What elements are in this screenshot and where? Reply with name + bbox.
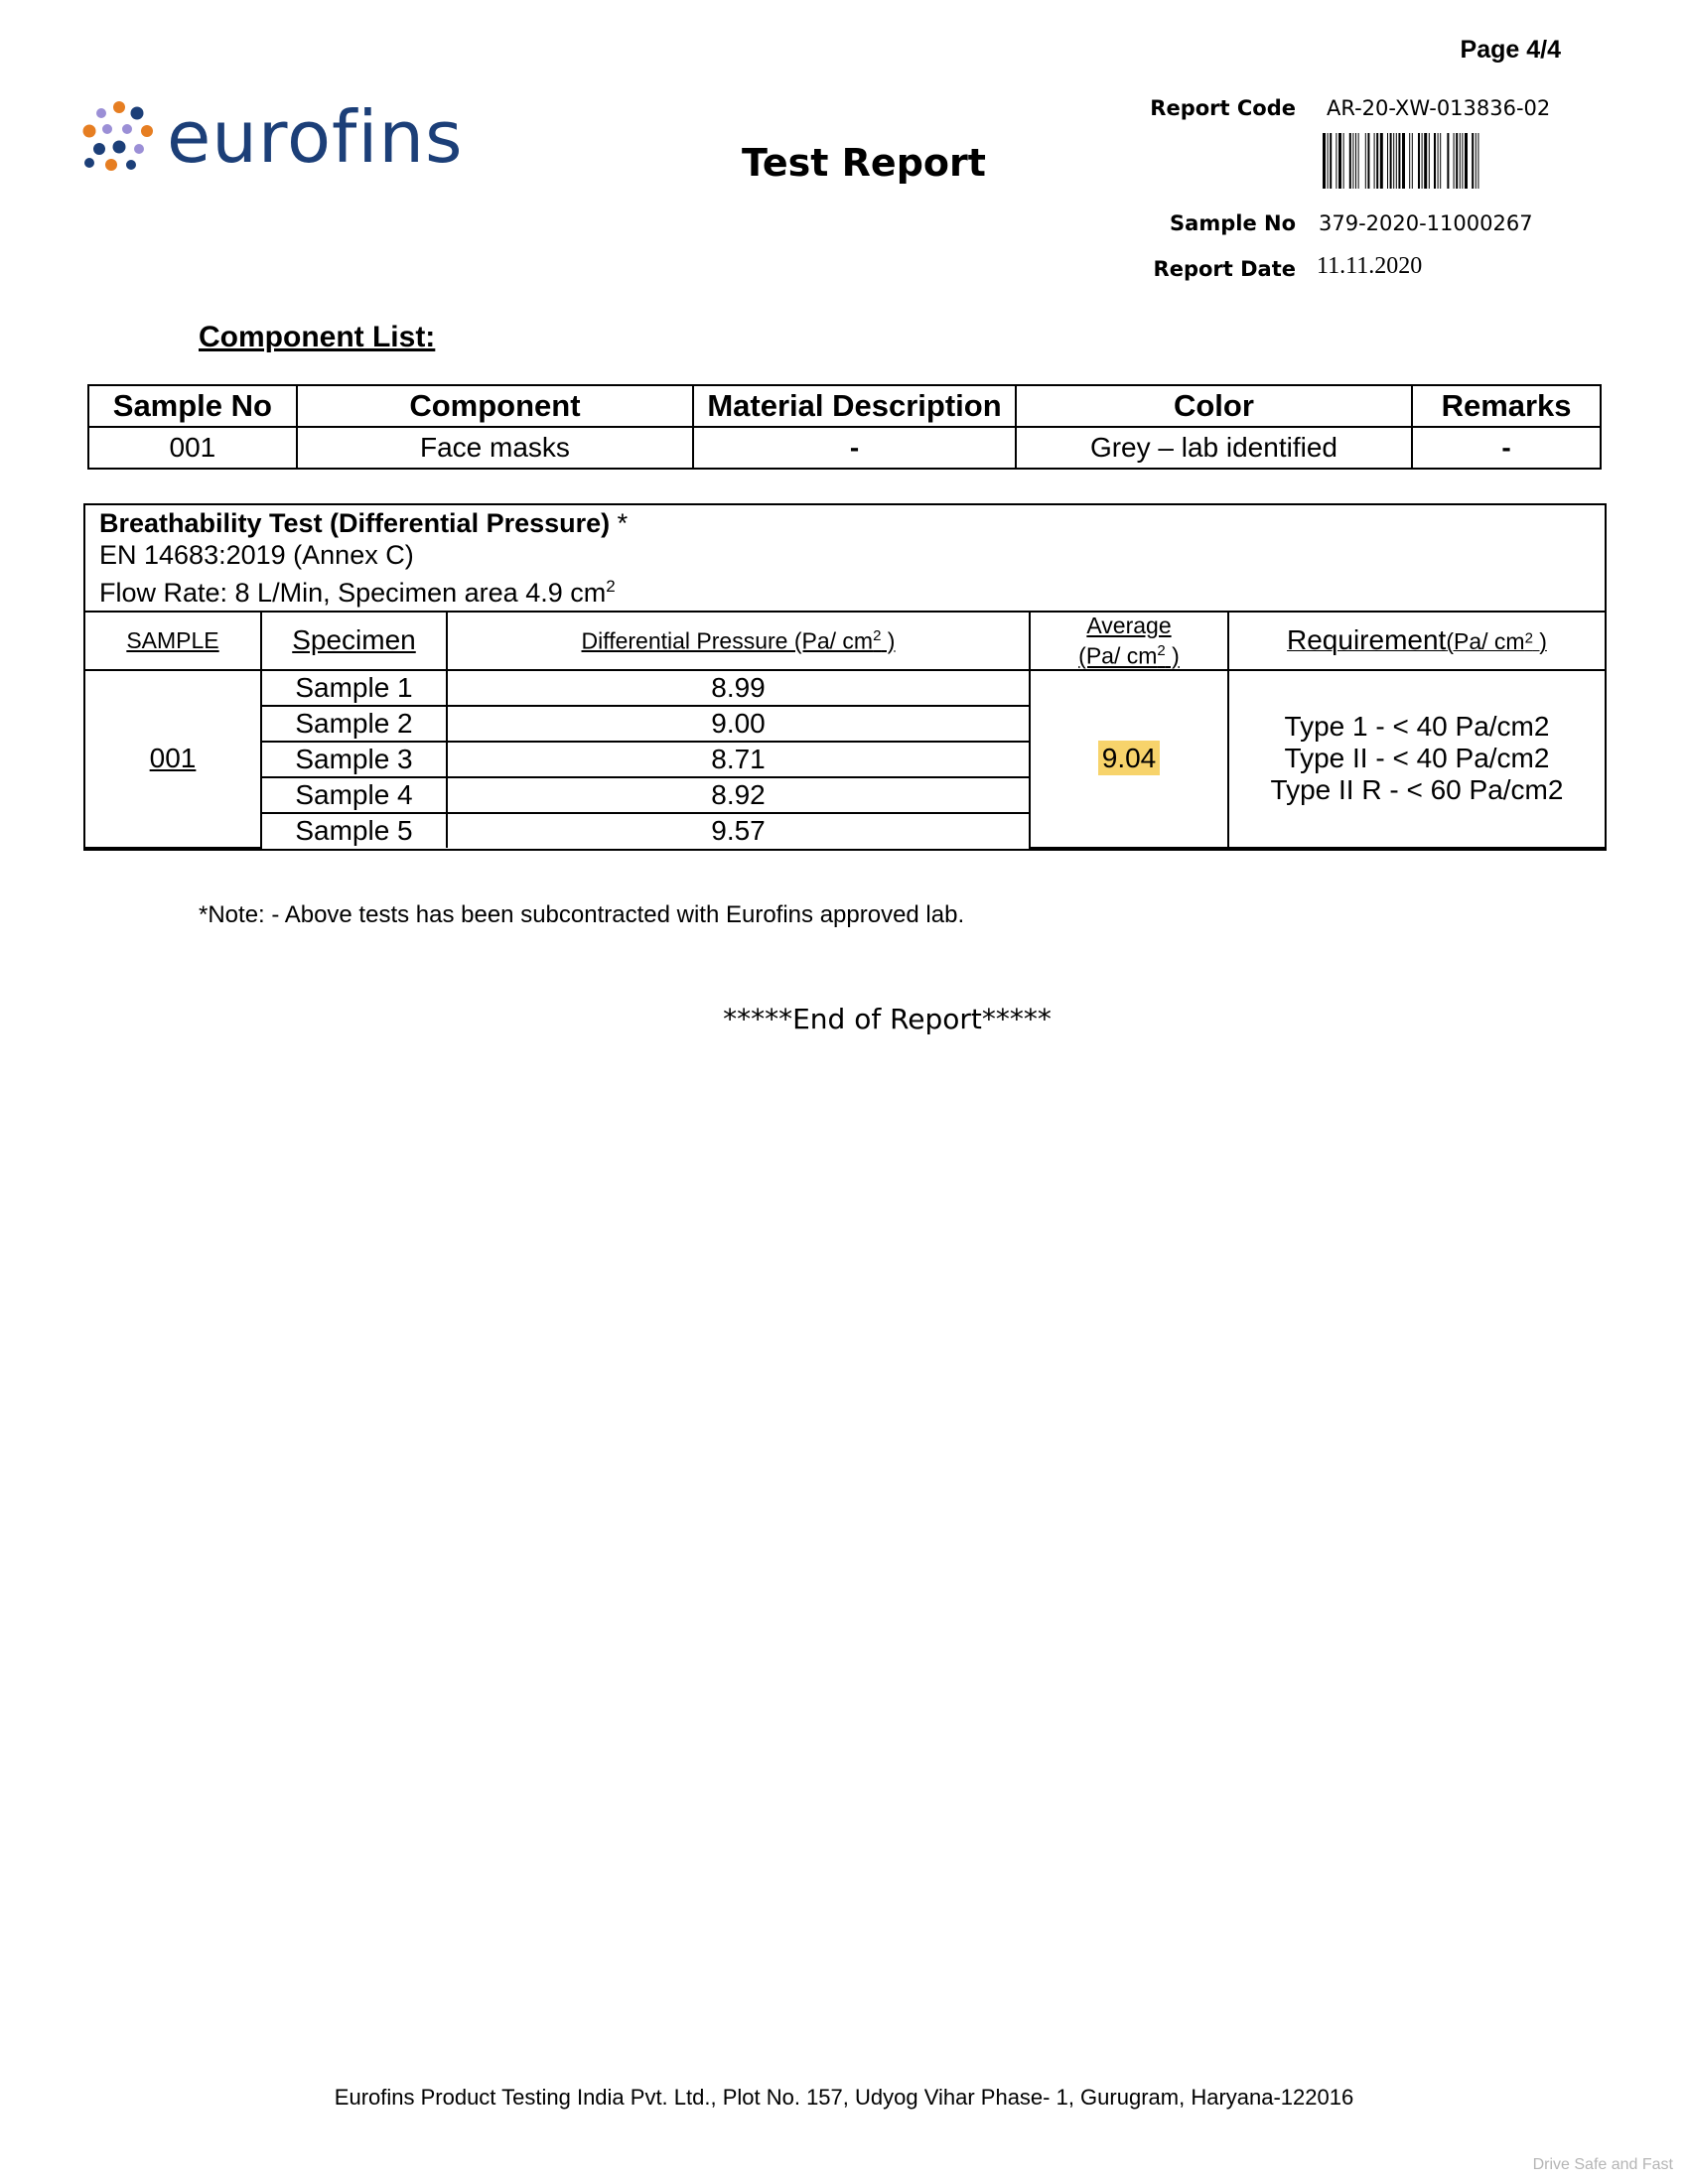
specimen-name: Sample 4: [261, 777, 447, 813]
avg-superscript: 2: [1157, 642, 1166, 659]
column-header-specimen: Specimen: [261, 613, 447, 670]
column-header-sample: SAMPLE: [85, 613, 261, 670]
requirement-line: Type II - < 40 Pa/cm2: [1284, 743, 1550, 774]
eurofins-dots-logo-icon: [81, 99, 157, 175]
barcode-icon: [1323, 133, 1561, 189]
specimen-value: 9.00: [447, 706, 1030, 742]
requirement-cell: [1228, 670, 1605, 848]
test-standard: EN 14683:2019 (Annex C): [99, 540, 414, 570]
column-header: Color: [1016, 385, 1412, 427]
column-header: Remarks: [1412, 385, 1601, 427]
column-header: Component: [297, 385, 693, 427]
avg-label-line-1: Average: [1086, 613, 1172, 638]
subcontract-note: *Note: - Above tests has been subcontracted with Eurofins approved lab.: [199, 901, 965, 928]
specimen-name: Sample 1: [261, 670, 447, 706]
average-cell: [1030, 670, 1228, 848]
component-list-heading: Component List:: [199, 321, 436, 353]
req-label: Requirement: [1287, 624, 1447, 656]
table-row: [85, 670, 1605, 706]
table-row: [88, 427, 1601, 469]
end-of-report: *****End of Report*****: [723, 1003, 1052, 1035]
table-cell: 001: [88, 427, 297, 469]
test-asterisk: *: [610, 508, 629, 538]
watermark: Drive Safe and Fast: [1532, 2156, 1673, 2173]
report-code-label: Report Code: [1150, 96, 1296, 120]
column-header-requirement: [1228, 613, 1605, 670]
req-superscript: 2: [1524, 630, 1533, 647]
report-date-label: Report Date: [1153, 257, 1296, 281]
avg-close: ): [1165, 642, 1180, 669]
dp-superscript: 2: [873, 626, 882, 644]
report-date-value: 11.11.2020: [1317, 253, 1423, 279]
logo-text: eurofins: [167, 95, 464, 179]
flow-rate: Flow Rate: 8 L/Min, Specimen area 4.9 cm: [99, 578, 607, 608]
specimen-value: 8.71: [447, 742, 1030, 777]
component-table-header-row: [88, 385, 1601, 427]
dp-label: Differential Pressure (Pa/ cm: [581, 627, 874, 654]
component-table: [87, 384, 1602, 470]
sample-no-value: 379-2020-11000267: [1319, 211, 1533, 235]
specimen-name: Sample 5: [261, 813, 447, 848]
report-title: Test Report: [742, 141, 986, 185]
requirement-line: Type II R - < 60 Pa/cm2: [1270, 774, 1564, 806]
req-close: ): [1532, 628, 1547, 655]
specimen-name: Sample 3: [261, 742, 447, 777]
breathability-table: [85, 613, 1605, 849]
specimen-value: 9.57: [447, 813, 1030, 848]
report-code-value: AR-20-XW-013836-02: [1327, 96, 1551, 120]
requirement-line: Type 1 - < 40 Pa/cm2: [1284, 711, 1550, 743]
table-cell: -: [1412, 427, 1601, 469]
breathability-header-row: [85, 613, 1605, 670]
specimen-name: Sample 2: [261, 706, 447, 742]
avg-label-unit: (Pa/ cm: [1078, 642, 1158, 669]
average-value: 9.04: [1098, 741, 1161, 775]
dp-close: ): [881, 627, 896, 654]
table-cell: Face masks: [297, 427, 693, 469]
column-header-average: [1030, 613, 1228, 670]
column-header-differential-pressure: [447, 613, 1030, 670]
test-title: Breathability Test (Differential Pressure): [99, 508, 611, 538]
page-number: Page 4/4: [1460, 36, 1561, 64]
table-cell: -: [693, 427, 1016, 469]
footer-address: Eurofins Product Testing India Pvt. Ltd., Plot No. 157, Udyog Vihar Phase- 1, Gurugram, Haryana-122016: [334, 2085, 1354, 2110]
flow-rate-superscript: 2: [606, 577, 616, 596]
specimen-value: 8.99: [447, 670, 1030, 706]
req-unit: (Pa/ cm: [1446, 628, 1525, 655]
sample-id-cell: [85, 670, 261, 848]
eurofins-logo: [81, 95, 464, 179]
sample-no-label: Sample No: [1170, 211, 1296, 235]
breathability-test-section: [83, 503, 1607, 851]
table-cell: Grey – lab identified: [1016, 427, 1412, 469]
specimen-value: 8.92: [447, 777, 1030, 813]
column-header: Material Description: [693, 385, 1016, 427]
column-header: Sample No: [88, 385, 297, 427]
breathability-test-header: [85, 505, 1605, 613]
sample-id: 001: [149, 743, 197, 774]
